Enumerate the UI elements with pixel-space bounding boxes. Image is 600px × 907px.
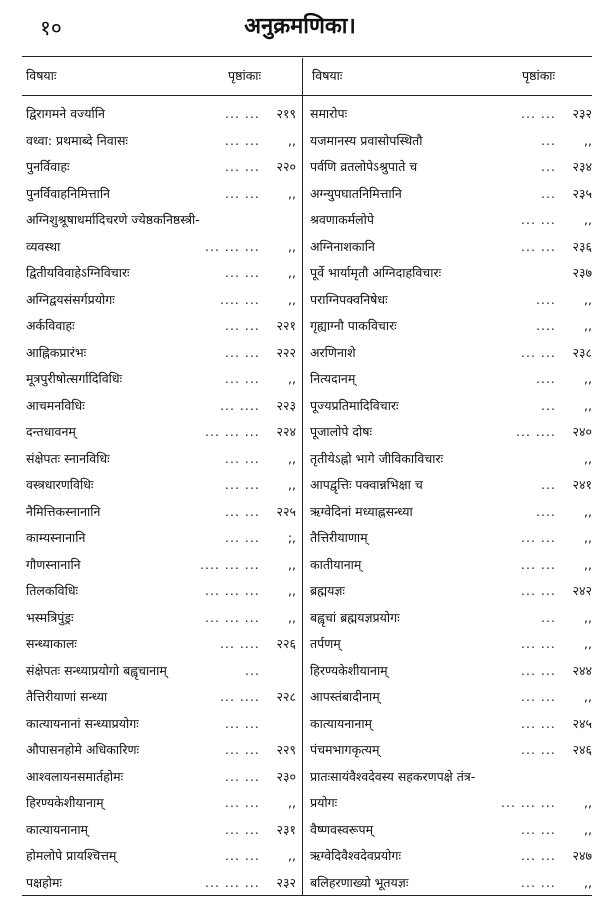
entry-page-number: २४४ [572, 662, 592, 678]
leader-dots: ... ... [521, 212, 556, 227]
index-entry [310, 446, 592, 472]
entry-page-number: २२५ [276, 503, 296, 519]
index-entry [310, 737, 592, 763]
entry-page-number: २४६ [572, 742, 592, 757]
leader-dots: ... [541, 132, 556, 148]
leader-dots: ... .... [516, 424, 556, 439]
entry-page-number: ,, [584, 636, 592, 651]
leader-dots: ... ... [225, 318, 260, 333]
entry-page-number: ,, [288, 265, 296, 280]
leader-dots: ... ... [521, 556, 556, 572]
leader-dots: ... ... [225, 848, 260, 863]
index-entry [26, 393, 296, 419]
entry-title: संक्षेपतः सन्ध्याप्रयोगो बह्वृचानाम् [26, 662, 167, 678]
leader-dots: ... ... [225, 477, 260, 492]
entry-page-number: ,, [288, 185, 296, 201]
index-entry [310, 128, 592, 154]
leader-dots: .... [536, 503, 556, 519]
entry-page-number: ,, [584, 132, 592, 148]
entry-title: ब्रह्मयज्ञः [310, 583, 345, 598]
index-entry [310, 260, 592, 286]
entry-title: पुनर्विवाहनिमित्तानि [26, 185, 110, 201]
top-rule [22, 56, 592, 57]
leader-dots: ... .... [220, 689, 260, 704]
index-entry [26, 658, 296, 684]
entry-title: कात्यायनानाम् [310, 715, 373, 731]
entry-title: ऋग्वेदिवैश्वदेवप्रयोगः [310, 848, 401, 863]
leader-dots: ... ... [521, 662, 556, 678]
entry-page-number: २३० [276, 768, 296, 784]
entry-title: बलिहरणाख्यो भूतयज्ञः [310, 874, 409, 890]
entry-title: कातीयानाम् [310, 556, 362, 572]
index-entry [26, 154, 296, 180]
index-entry [310, 287, 592, 313]
column-divider [302, 58, 303, 895]
entry-page-number: ,, [584, 503, 592, 519]
leader-dots: ... [245, 662, 260, 678]
entry-title: द्विरागमने वर्ज्यानि [26, 106, 105, 121]
index-entry [310, 154, 592, 180]
entry-title: पुनर्विवाहः [26, 159, 70, 174]
header-rule [22, 95, 592, 96]
index-entry [26, 525, 296, 551]
leader-dots: .... ... [220, 291, 260, 307]
entry-title: वैष्णवस्वरूपम् [310, 821, 374, 837]
leader-dots: ... ... ... [205, 874, 260, 890]
entry-title: तैत्तिरीयाणां सन्ध्या [26, 689, 108, 704]
entry-title: वस्त्रधारणविधिः [26, 477, 94, 492]
leader-dots: ... ... ... [205, 583, 260, 598]
entry-title: औपासनहोमे अधिकारिणः [26, 742, 140, 757]
entry-title: संक्षेपतः स्नानविधिः [26, 450, 110, 466]
leader-dots: ... [541, 185, 556, 201]
right-page-heading: पृष्ठांकाः [522, 68, 556, 83]
entry-title: नैमित्तिकस्नानानि [26, 503, 101, 519]
leader-dots: ... ... [521, 742, 556, 757]
index-entry [310, 578, 592, 604]
leader-dots: ... ... [225, 132, 260, 148]
index-entry [26, 817, 296, 843]
index-entry [26, 870, 296, 896]
index-entry [26, 472, 296, 498]
entry-page-number: ,, [288, 450, 296, 466]
entry-title: आपस्तंबादीनाम् [310, 689, 380, 704]
index-entry [26, 287, 296, 313]
entry-title: पंचमभागकृत्यम् [310, 742, 380, 757]
entry-title: नित्यदानम् [310, 371, 356, 386]
index-entry [310, 764, 592, 790]
entry-page-number: ,, [288, 556, 296, 572]
entry-title: आचमनविधिः [26, 397, 85, 413]
index-entry [310, 207, 592, 233]
index-entry [310, 419, 592, 445]
entry-title: आपद्वृत्तिः पक्वान्नभिक्षा च [310, 477, 423, 492]
leader-dots: ... ... [225, 159, 260, 174]
entry-title: बह्वृचां ब्रह्मयज्ञप्रयोगः [310, 609, 400, 625]
entry-page-number: २२१ [276, 318, 296, 333]
entry-title: मूत्रपुरीषोत्सर्गादिविधिः [26, 371, 123, 386]
entry-title: हिरण्यकेशीयानाम् [26, 795, 104, 810]
leader-dots: ... ... [225, 768, 260, 784]
entry-title: समारोपः [310, 106, 348, 121]
entry-page-number: ,, [288, 371, 296, 386]
index-entry [26, 843, 296, 869]
leader-dots: ... ... [225, 821, 260, 837]
entry-page-number: ,, [584, 212, 592, 227]
entry-page-number: २३४ [572, 159, 592, 174]
index-entry [26, 790, 296, 816]
index-entry [26, 101, 296, 127]
index-entry [26, 446, 296, 472]
entry-page-number: २२३ [276, 397, 296, 413]
entry-title: हिरण्यकेशीयानाम् [310, 662, 388, 678]
entry-title: प्रातःसायंवैश्वदेवस्य सहकरणपक्षे तंत्र- [310, 768, 476, 784]
leader-dots: ... ... [521, 689, 556, 704]
index-entry [26, 499, 296, 525]
leader-dots: ... ... ... [205, 424, 260, 439]
entry-page-number: २२२ [276, 344, 296, 360]
entry-page-number: ,, [288, 609, 296, 625]
entry-page-number: २४५ [572, 715, 592, 731]
leader-dots: ... ... [225, 795, 260, 810]
index-entry [26, 711, 296, 737]
entry-title: तैत्तिरीयाणाम् [310, 530, 368, 545]
leader-dots: ... ... [521, 530, 556, 545]
entry-page-number: ,, [584, 530, 592, 545]
leader-dots: ... [541, 609, 556, 625]
entry-page-number: ,, [288, 132, 296, 148]
leader-dots: ... .... [220, 636, 260, 651]
entry-page-number: ,, [584, 795, 592, 810]
entry-title: सन्ध्याकालः [26, 636, 77, 651]
entry-title: गृह्याग्नौ पाकविचारः [310, 318, 397, 333]
entry-page-number: २२६ [276, 636, 296, 651]
index-entry [310, 525, 592, 551]
entry-page-number: ,, [288, 583, 296, 598]
entry-page-number: ,, [584, 450, 592, 466]
index-entry [310, 631, 592, 657]
leader-dots: .... [536, 291, 556, 307]
leader-dots: ... [541, 159, 556, 174]
leader-dots: ... ... [225, 742, 260, 757]
index-entry [310, 684, 592, 710]
entry-title: अग्निद्वयसंसर्गप्रयोगः [26, 291, 115, 307]
entry-page-number: ,, [288, 238, 296, 254]
entry-page-number: ,, [584, 821, 592, 837]
leader-dots: ... ... [521, 636, 556, 651]
leader-dots: ... ... [225, 715, 260, 731]
leader-dots: ... ... [521, 344, 556, 360]
entry-title: वध्वा: प्रथमाब्दे निवासः [26, 132, 128, 148]
index-entry [26, 737, 296, 763]
index-entry [26, 605, 296, 631]
entry-title: अग्निशुश्रूषाधर्मादिचरणे ज्येष्ठकनिष्ठस्त्री- [26, 212, 200, 227]
entry-title: अर्कविवाहः [26, 318, 75, 333]
entry-title: तिलकविधिः [26, 583, 79, 598]
leader-dots: ... ... [225, 503, 260, 519]
leader-dots: ... ... [521, 848, 556, 863]
entry-page-number: ,, [288, 291, 296, 307]
leader-dots: ... ... [225, 371, 260, 386]
index-entry [310, 817, 592, 843]
entry-title: अग्निनाशकानि [310, 238, 375, 254]
entry-page-number: २३२ [572, 106, 592, 121]
entry-page-number: २३५ [572, 185, 592, 201]
entry-page-number: २१९ [276, 106, 296, 121]
index-entry [310, 552, 592, 578]
index-entry [26, 207, 296, 233]
entry-title: अग्न्युपघातनिमित्तानि [310, 185, 402, 201]
leader-dots: ... ... ... [205, 609, 260, 625]
leader-dots: ... ... [225, 450, 260, 466]
leader-dots: ... ... [521, 106, 556, 121]
entry-page-number: २३७ [572, 265, 592, 280]
leader-dots: ... ... [521, 715, 556, 731]
entry-title: गौणस्नानानि [26, 556, 81, 572]
index-entry [26, 366, 296, 392]
index-entry [310, 181, 592, 207]
index-entry [26, 764, 296, 790]
entry-page-number: ,, [288, 848, 296, 863]
index-entry [310, 234, 592, 260]
entry-page-number: ,, [584, 556, 592, 572]
index-entry [26, 340, 296, 366]
entry-page-number: ,, [584, 874, 592, 890]
leader-dots: ... ... ... [501, 795, 556, 810]
index-entry [310, 870, 592, 896]
entry-page-number: २४१ [572, 477, 592, 492]
entry-title: आह्निकप्रारंभः [26, 344, 87, 360]
leader-dots: ... ... [521, 583, 556, 598]
index-entry [310, 393, 592, 419]
entry-title: तृतीयेऽह्नो भागे जीविकाविचारः [310, 450, 444, 466]
entry-page-number: २२४ [276, 424, 296, 439]
leader-dots: ... ... [225, 530, 260, 545]
leader-dots: ... ... [225, 344, 260, 360]
index-entry [26, 181, 296, 207]
entry-page-number: ,, [584, 318, 592, 333]
entry-page-number: २३२ [276, 874, 296, 890]
page-title: अनुक्रमणिका। [244, 14, 356, 39]
index-entry [26, 419, 296, 445]
entry-title: भस्मत्रिपुंड्रः [26, 609, 74, 625]
entry-title: अरणिनाशे [310, 344, 356, 360]
index-entry [26, 552, 296, 578]
entry-title: पूर्वे भार्यामृतौ अग्निदाहविचारः [310, 265, 442, 280]
leader-dots: .... [536, 371, 556, 386]
index-entry [310, 843, 592, 869]
entry-title: द्वितीयविवाहेऽग्निविचारः [26, 265, 130, 280]
entry-title: दन्तधावनम् [26, 424, 76, 439]
index-entry [26, 128, 296, 154]
leader-dots: ... ... [521, 238, 556, 254]
entry-page-number: ,, [584, 609, 592, 625]
page-number: १० [40, 16, 62, 40]
leader-dots: ... ... [521, 874, 556, 890]
entry-title: काम्यस्नानानि [26, 530, 86, 545]
leader-dots: ... ... [225, 185, 260, 201]
entry-page-number: ,, [584, 397, 592, 413]
entry-page-number: २४० [572, 424, 592, 439]
leader-dots: ... ... [225, 265, 260, 280]
entry-page-number: ,, [584, 291, 592, 307]
entry-page-number: ,, [288, 795, 296, 810]
index-entry [26, 234, 296, 260]
index-entry [310, 101, 592, 127]
leader-dots: ... .... [220, 397, 260, 413]
entry-title: कात्यायनानाम् [26, 821, 89, 837]
leader-dots: ... [541, 397, 556, 413]
leader-dots: ... [541, 477, 556, 492]
entry-title: प्रयोगः [310, 795, 338, 810]
entry-title: पराग्निपक्वनिषेधः [310, 291, 388, 307]
entry-title: व्यवस्था [26, 238, 61, 254]
index-entry [310, 711, 592, 737]
index-entry [26, 684, 296, 710]
leader-dots: .... ... ... [200, 556, 260, 572]
index-entry [26, 631, 296, 657]
entry-title: यजमानस्य प्रवासोपस्थितौ [310, 132, 423, 148]
entry-title: आश्वलायनसमार्तहोमः [26, 768, 124, 784]
leader-dots: ... ... [225, 106, 260, 121]
entry-page-number: २२० [276, 159, 296, 174]
entry-page-number: ;, [287, 530, 296, 545]
entry-page-number: २३८ [572, 344, 592, 360]
index-entry [26, 313, 296, 339]
entry-title: पर्वणि व्रतलोपेऽश्रुपाते च [310, 159, 418, 174]
index-entry [310, 605, 592, 631]
entry-title: होमलोपे प्रायश्चित्तम् [26, 848, 117, 863]
index-entry [26, 578, 296, 604]
index-entry [310, 366, 592, 392]
right-subject-heading: विषयाः [312, 68, 343, 83]
entry-page-number: २२८ [276, 689, 296, 704]
left-page-heading: पृष्ठांकाः [228, 68, 262, 83]
entry-title: पूज्यप्रतिमादिविचारः [310, 397, 399, 413]
entry-page-number: २२९ [276, 742, 296, 757]
index-entry [310, 658, 592, 684]
entry-title: पूजालोपे दोषः [310, 424, 373, 439]
entry-title: कात्यायनानां सन्ध्याप्रयोगः [26, 715, 139, 731]
entry-page-number: ,, [288, 477, 296, 492]
leader-dots: ... ... ... [205, 238, 260, 254]
entry-page-number: २४२ [572, 583, 592, 598]
entry-page-number: २३१ [276, 821, 296, 837]
entry-page-number: ,, [584, 371, 592, 386]
index-entry [310, 790, 592, 816]
index-entry [310, 313, 592, 339]
entry-title: ऋग्वेदिनां मध्याह्नसन्ध्या [310, 503, 413, 519]
entry-title: पक्षहोमः [26, 874, 62, 890]
left-subject-heading: विषयाः [26, 68, 57, 83]
entry-page-number: ,, [584, 689, 592, 704]
leader-dots: ... ... [521, 821, 556, 837]
entry-page-number: २३६ [572, 238, 592, 254]
index-entry [26, 260, 296, 286]
index-entry [310, 472, 592, 498]
leader-dots: .... [536, 318, 556, 333]
entry-title: तर्पणम् [310, 636, 341, 651]
index-entry [310, 340, 592, 366]
index-entry [310, 499, 592, 525]
entry-page-number: २४७ [572, 848, 592, 863]
entry-title: श्रवणाकर्मलोपे [310, 212, 374, 227]
